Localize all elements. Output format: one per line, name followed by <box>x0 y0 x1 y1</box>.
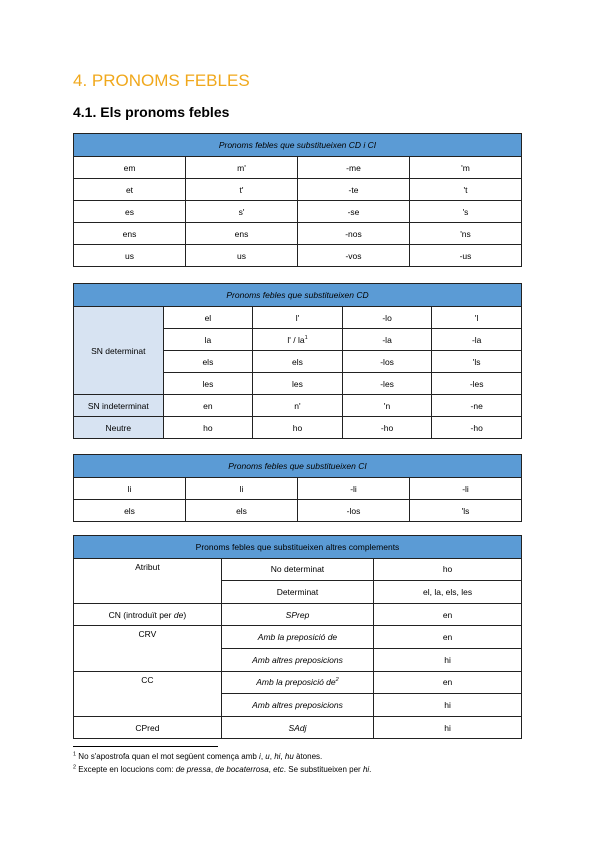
cell: hi <box>374 694 522 717</box>
heading-pronoms-febles: 4. PRONOMS FEBLES <box>73 71 250 90</box>
cell: en <box>374 671 522 694</box>
cell: ens <box>74 223 186 245</box>
table-cd-ci <box>73 133 522 267</box>
footnote-number: 1 <box>73 751 77 758</box>
cn-label-de: de <box>173 609 184 620</box>
cell: hi <box>374 716 522 739</box>
heading-els-pronoms-febles: 4.1. Els pronoms febles <box>73 104 230 120</box>
cell: -se <box>298 201 410 223</box>
cell: -li <box>298 478 410 500</box>
cell: -los <box>342 351 432 373</box>
table-row <box>74 558 522 581</box>
cell: SAdj <box>221 716 373 739</box>
row-label-neutre: Neutre <box>74 417 164 439</box>
footnote-italic: hu <box>284 752 294 761</box>
cell: el, la, els, les <box>374 581 522 604</box>
table-cd-title: Pronoms febles que substitueixen CD <box>74 284 522 307</box>
table-ci <box>73 454 522 522</box>
cell: ens <box>186 223 298 245</box>
cell: -los <box>298 500 410 522</box>
cell: -me <box>298 157 410 179</box>
cell: Determinat <box>221 581 373 604</box>
cell: Amb altres preposicions <box>221 694 373 717</box>
table-row <box>74 307 522 329</box>
cell: s' <box>186 201 298 223</box>
cell: -les <box>342 373 432 395</box>
cell: -ne <box>432 395 522 417</box>
cell: 'n <box>342 395 432 417</box>
cell: en <box>163 395 253 417</box>
row-label-cn <box>74 603 222 626</box>
cell: -us <box>410 245 522 267</box>
footnote-text: , <box>280 752 285 761</box>
cell: 't <box>410 179 522 201</box>
footnote-divider <box>73 746 218 747</box>
cell-text: l' / la <box>287 334 305 345</box>
cell: -te <box>298 179 410 201</box>
cell: 'ls <box>432 351 522 373</box>
table-row <box>74 626 522 649</box>
footnote-italic: hi <box>362 765 370 774</box>
table-cd-ci-title: Pronoms febles que substitueixen CD i CI <box>74 134 522 157</box>
footnote-2 <box>73 765 371 774</box>
table-ci-title: Pronoms febles que substitueixen CI <box>74 455 522 478</box>
table-cd <box>73 283 522 439</box>
cell: SPrep <box>221 603 373 626</box>
cell: ho <box>163 417 253 439</box>
table-row <box>74 417 522 439</box>
cell: les <box>253 373 343 395</box>
table-row <box>74 245 522 267</box>
footnote-ref-1[interactable]: 1 <box>304 334 308 341</box>
cell: els <box>163 351 253 373</box>
cell <box>253 329 343 351</box>
footnote-italic: hi <box>274 752 281 761</box>
footnote-number: 2 <box>73 764 77 771</box>
table-row <box>74 478 522 500</box>
cell: -vos <box>298 245 410 267</box>
cell: el <box>163 307 253 329</box>
cell: n' <box>253 395 343 417</box>
footnote-text: No s'apostrofa quan el mot següent comença amb <box>78 752 260 761</box>
footnote-italic: de pressa <box>175 765 211 774</box>
table-row <box>74 395 522 417</box>
cell-text: Amb la preposició de <box>256 677 336 688</box>
cell: Amb la preposició de <box>221 626 373 649</box>
footnote-text: Excepte en locucions com: <box>78 765 176 774</box>
footnote-italic: i <box>259 752 261 761</box>
cell: -li <box>410 478 522 500</box>
cell: -lo <box>342 307 432 329</box>
footnote-text: àtones. <box>293 752 323 761</box>
row-label-cpred: CPred <box>74 716 222 739</box>
cn-label-pre: CN (introduït per <box>108 609 174 620</box>
footnote-text: , <box>210 765 216 774</box>
cell: 'l <box>432 307 522 329</box>
table-row <box>74 671 522 694</box>
cell: els <box>253 351 343 373</box>
cell: -ho <box>432 417 522 439</box>
footnote-text: , <box>269 752 275 761</box>
table-altres-title: Pronoms febles que substitueixen altres complements <box>74 536 522 559</box>
footnote-italic: de bocaterrosa <box>215 765 269 774</box>
cell: us <box>74 245 186 267</box>
row-label-sn-determinat: SN determinat <box>74 307 164 395</box>
cell: ho <box>374 558 522 581</box>
cell: 'ns <box>410 223 522 245</box>
cell <box>221 671 373 694</box>
table-row <box>74 223 522 245</box>
table-row <box>74 716 522 739</box>
footnote-italic: etc <box>273 765 284 774</box>
cell: 'm <box>410 157 522 179</box>
cell: en <box>374 603 522 626</box>
table-altres-complements <box>73 535 522 739</box>
footnote-italic: u <box>265 752 270 761</box>
footnote-1 <box>73 752 322 761</box>
footnote-ref-2[interactable]: 2 <box>335 677 339 684</box>
cell: hi <box>374 648 522 671</box>
footnote-text: . Se substitueixen per <box>283 765 363 774</box>
cell: -nos <box>298 223 410 245</box>
cell: m' <box>186 157 298 179</box>
table-row <box>74 603 522 626</box>
cell: 'ls <box>410 500 522 522</box>
cell: els <box>186 500 298 522</box>
cell: els <box>74 500 186 522</box>
footnote-text: , <box>260 752 266 761</box>
row-label-cc: CC <box>74 671 222 716</box>
row-label-crv: CRV <box>74 626 222 671</box>
table-row <box>74 179 522 201</box>
cell: em <box>74 157 186 179</box>
cell: No determinat <box>221 558 373 581</box>
cell: -les <box>432 373 522 395</box>
cell: Amb altres preposicions <box>221 648 373 671</box>
cell: en <box>374 626 522 649</box>
cell: t' <box>186 179 298 201</box>
cell: ho <box>253 417 343 439</box>
cell: es <box>74 201 186 223</box>
footnote-text: , <box>268 765 274 774</box>
cell: et <box>74 179 186 201</box>
cell: -ho <box>342 417 432 439</box>
cell: -la <box>432 329 522 351</box>
table-row <box>74 201 522 223</box>
row-label-atribut: Atribut <box>74 558 222 603</box>
table-row <box>74 157 522 179</box>
table-row <box>74 500 522 522</box>
cell: l' <box>253 307 343 329</box>
cell: li <box>186 478 298 500</box>
row-label-sn-indeterminat: SN indeterminat <box>74 395 164 417</box>
cell: 's <box>410 201 522 223</box>
cell: li <box>74 478 186 500</box>
cell: us <box>186 245 298 267</box>
cell: -la <box>342 329 432 351</box>
cell: les <box>163 373 253 395</box>
footnote-text: . <box>369 765 372 774</box>
cn-label-post: ) <box>183 609 187 620</box>
cell: la <box>163 329 253 351</box>
